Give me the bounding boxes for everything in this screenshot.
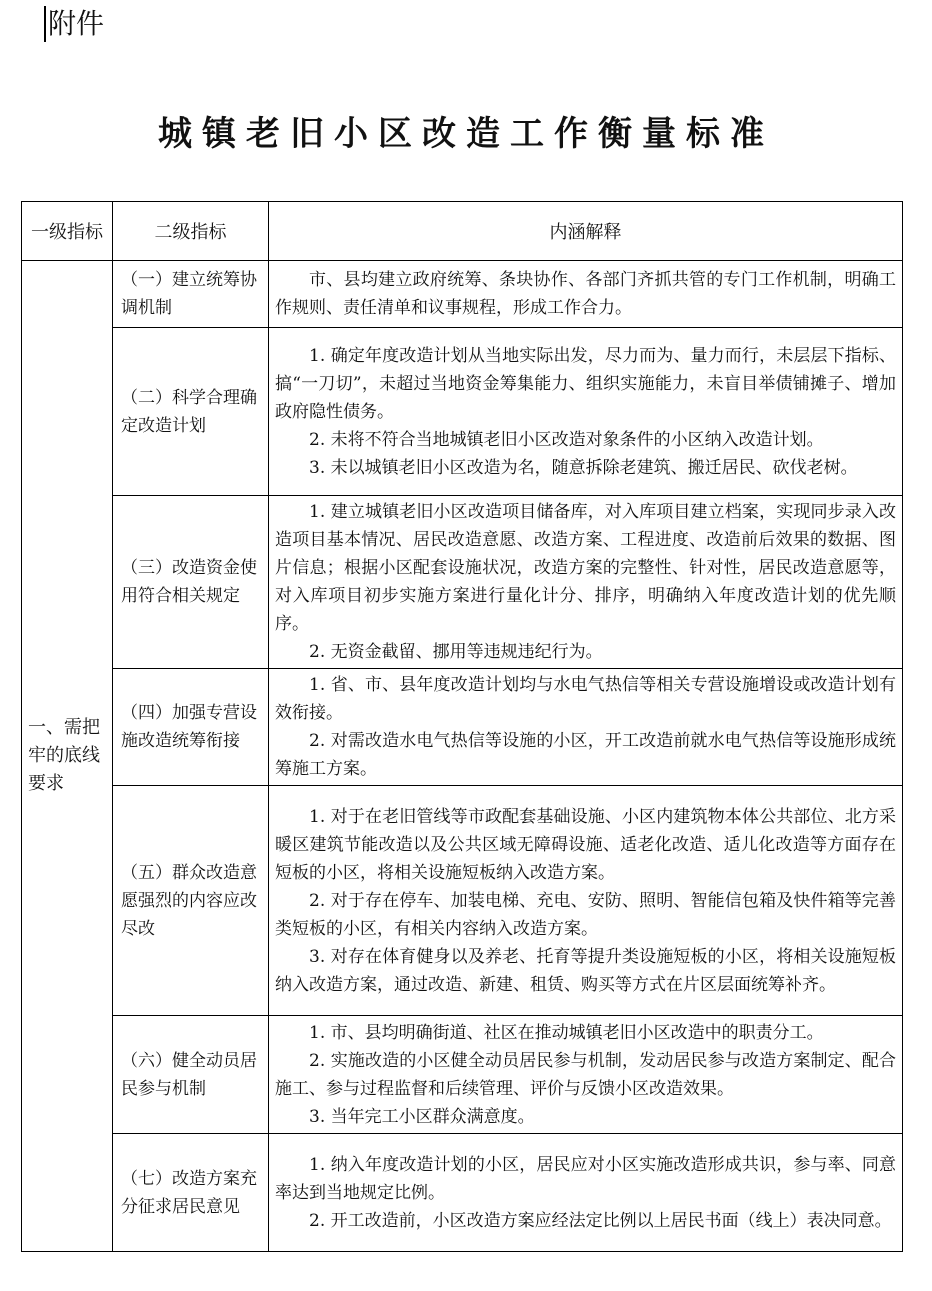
explanation-paragraph: 1. 确定年度改造计划从当地实际出发，尽力而为、量力而行，未层层下指标、搞“一刀切”，未超过当地资金筹集能力、组织实施能力，未盲目举债铺摊子、增加政府隐性债务。 bbox=[275, 345, 896, 422]
level2-indicator: （七）改造方案充分征求居民意见 bbox=[113, 1134, 269, 1252]
explanation-paragraph: 2. 未将不符合当地城镇老旧小区改造对象条件的小区纳入改造计划。 bbox=[309, 429, 824, 450]
table-row bbox=[22, 786, 903, 1016]
explanation-cell bbox=[269, 1134, 903, 1252]
explanation-cell bbox=[269, 328, 903, 496]
level2-indicator: （三）改造资金使用符合相关规定 bbox=[113, 496, 269, 669]
explanation-cell bbox=[269, 261, 903, 328]
attachment-label: 附件 bbox=[44, 6, 104, 42]
level2-indicator: （二）科学合理确定改造计划 bbox=[113, 328, 269, 496]
explanation-paragraph: 1. 市、县均明确街道、社区在推动城镇老旧小区改造中的职责分工。 bbox=[309, 1022, 824, 1043]
level2-indicator: （五）群众改造意愿强烈的内容应改尽改 bbox=[113, 786, 269, 1016]
table-row bbox=[22, 669, 903, 786]
explanation-paragraph: 2. 无资金截留、挪用等违规违纪行为。 bbox=[309, 642, 603, 662]
table-row bbox=[22, 261, 903, 328]
explanation-paragraph: 市、县均建立政府统筹、条块协作、各部门齐抓共管的专门工作机制，明确工作规则、责任清单和议事规程，形成工作合力。 bbox=[275, 270, 896, 318]
table-header-row bbox=[22, 202, 903, 261]
header-level2: 二级指标 bbox=[113, 202, 269, 261]
explanation-paragraph: 3. 对存在体育健身以及养老、托育等提升类设施短板的小区，将相关设施短板纳入改造方案，通过改造、新建、租赁、购买等方式在片区层面统筹补齐。 bbox=[275, 946, 896, 995]
table-row bbox=[22, 1134, 903, 1252]
table-row bbox=[22, 328, 903, 496]
explanation-cell bbox=[269, 1016, 903, 1134]
explanation-paragraph: 1. 建立城镇老旧小区改造项目储备库，对入库项目建立档案，实现同步录入改造项目基本情况、居民改造意愿、改造方案、工程进度、改造前后效果的数据、图片信息；根据小区配套设施状况，改造方案的完整性、针对性，居民改造意愿等，对入库项目初步实施方案进行量化计分、排序，明确纳入年度改造计划的优先顺序。 bbox=[275, 502, 896, 634]
level2-indicator: （六）健全动员居民参与机制 bbox=[113, 1016, 269, 1134]
explanation-paragraph: 1. 纳入年度改造计划的小区，居民应对小区实施改造形成共识，参与率、同意率达到当地规定比例。 bbox=[275, 1154, 896, 1203]
explanation-paragraph: 1. 对于在老旧管线等市政配套基础设施、小区内建筑物本体公共部位、北方采暖区建筑节能改造以及公共区域无障碍设施、适老化改造、适儿化改造等方面存在短板的小区，将相关设施短板纳入改造方案。 bbox=[275, 806, 896, 883]
explanation-paragraph: 3. 当年完工小区群众满意度。 bbox=[309, 1106, 535, 1127]
page-title: 城镇老旧小区改造工作衡量标准 bbox=[158, 114, 774, 154]
level1-indicator: 一、需把牢的底线要求 bbox=[22, 261, 113, 1252]
level2-indicator: （四）加强专营设施改造统筹衔接 bbox=[113, 669, 269, 786]
explanation-cell bbox=[269, 669, 903, 786]
explanation-paragraph: 2. 对于存在停车、加装电梯、充电、安防、照明、智能信包箱及快件箱等完善类短板的小区，有相关内容纳入改造方案。 bbox=[275, 890, 896, 939]
table-row bbox=[22, 1016, 903, 1134]
explanation-paragraph: 3. 未以城镇老旧小区改造为名，随意拆除老建筑、搬迁居民、砍伐老树。 bbox=[309, 457, 858, 478]
explanation-paragraph: 1. 省、市、县年度改造计划均与水电气热信等相关专营设施增设或改造计划有效衔接。 bbox=[275, 675, 896, 723]
level2-indicator: （一）建立统筹协调机制 bbox=[113, 261, 269, 328]
header-level1: 一级指标 bbox=[22, 202, 113, 261]
explanation-cell bbox=[269, 786, 903, 1016]
explanation-paragraph: 2. 实施改造的小区健全动员居民参与机制，发动居民参与改造方案制定、配合施工、参与过程监督和后续管理、评价与反馈小区改造效果。 bbox=[275, 1050, 896, 1099]
explanation-cell bbox=[269, 496, 903, 669]
header-explanation: 内涵解释 bbox=[269, 202, 903, 261]
table-row bbox=[22, 496, 903, 669]
explanation-paragraph: 2. 开工改造前，小区改造方案应经法定比例以上居民书面（线上）表决同意。 bbox=[309, 1210, 892, 1231]
standards-table bbox=[21, 201, 903, 1252]
explanation-paragraph: 2. 对需改造水电气热信等设施的小区，开工改造前就水电气热信等设施形成统筹施工方案。 bbox=[275, 731, 896, 779]
